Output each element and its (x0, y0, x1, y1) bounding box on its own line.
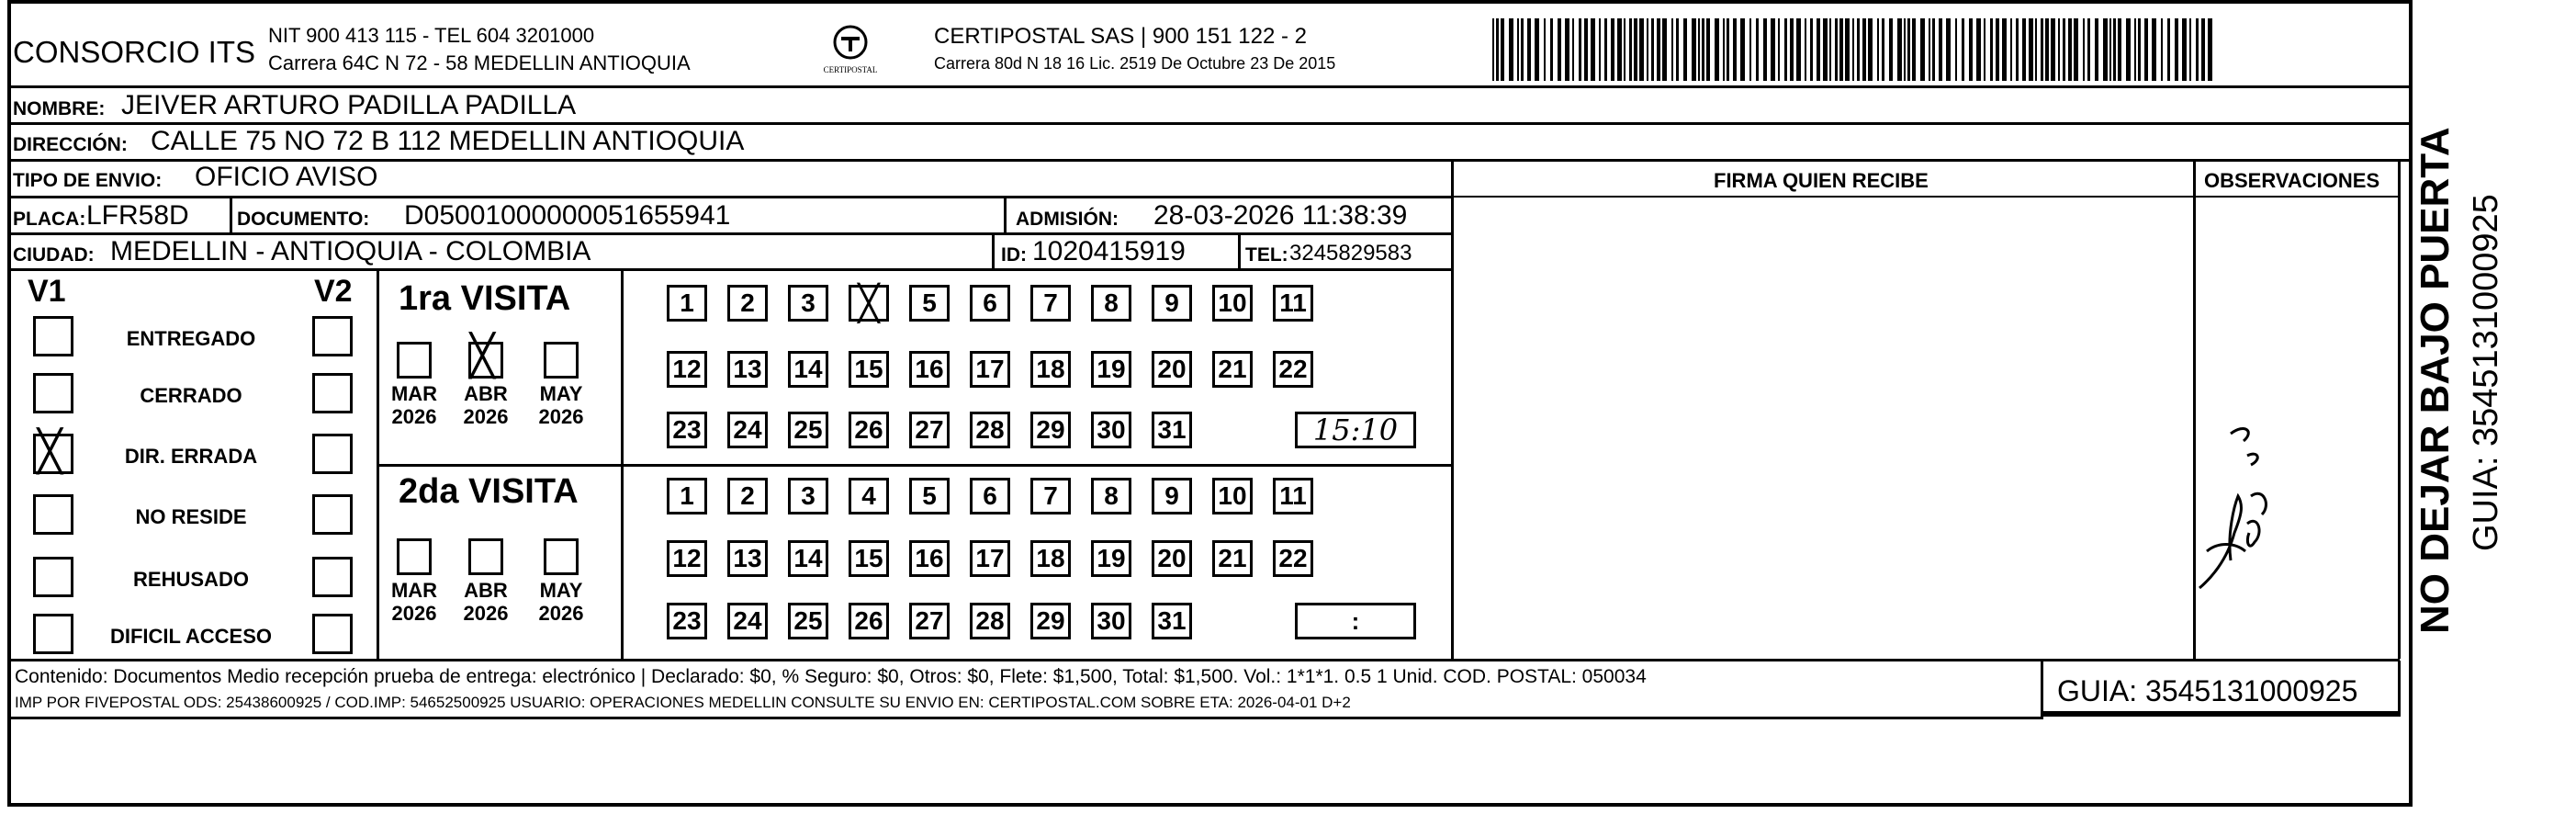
visit2-day-3[interactable]: 3 (788, 478, 828, 514)
plate-value: LFR58D (86, 200, 189, 231)
visit1-day-5[interactable]: 5 (909, 285, 950, 322)
cell-divider (1238, 235, 1241, 268)
status-label-dificil-acceso: DIFICIL ACCESO (109, 625, 272, 648)
row-divider (7, 232, 1454, 235)
signature-column-left (1451, 159, 1454, 659)
visit2-day-15[interactable]: 15 (849, 540, 889, 577)
visit2-day-22[interactable]: 22 (1273, 540, 1313, 577)
status-v1-checkbox-cerrado[interactable] (33, 373, 73, 413)
visit2-day-24[interactable]: 24 (727, 603, 768, 639)
address-value: CALLE 75 NO 72 B 112 MEDELLIN ANTIOQUIA (151, 126, 745, 156)
visit2-day-4[interactable]: 4 (849, 478, 889, 514)
status-label-no-reside: NO RESIDE (135, 505, 247, 528)
status-v2-checkbox-cerrado[interactable] (312, 373, 353, 413)
visit2-day-31[interactable]: 31 (1152, 603, 1192, 639)
document-value: D05001000000051655941 (404, 200, 731, 231)
visit2-day-29[interactable]: 29 (1030, 603, 1071, 639)
visit2-day-2[interactable]: 2 (727, 478, 768, 514)
visit1-day-20[interactable]: 20 (1152, 351, 1192, 388)
visit1-day-3[interactable]: 3 (788, 285, 828, 322)
handwritten-observation (2190, 404, 2310, 616)
id-value: 1020415919 (1032, 236, 1186, 266)
row-divider (7, 122, 2413, 125)
courier-license: Carrera 80d N 18 16 Lic. 2519 De Octubre 23 De 2015 (934, 54, 1336, 73)
visit2-month-checkbox-may[interactable] (544, 538, 579, 575)
document-label: DOCUMENTO: (237, 209, 370, 230)
visit1-day-17[interactable]: 17 (970, 351, 1010, 388)
visit1-day-18[interactable]: 18 (1030, 351, 1071, 388)
visit1-day-14[interactable]: 14 (788, 351, 828, 388)
visit1-day-28[interactable]: 28 (970, 412, 1010, 448)
visit2-month-checkbox-mar[interactable] (397, 538, 432, 575)
tel-label: TEL: (1245, 244, 1288, 266)
observations-column-right (2398, 159, 2401, 659)
status-label-entregado: ENTREGADO (126, 327, 256, 350)
visit2-month-label-may: MAY 2026 (538, 579, 584, 626)
signature-header: FIRMA QUIEN RECIBE (1714, 169, 1929, 192)
row-divider (7, 196, 1454, 198)
observations-header: OBSERVACIONES (2204, 169, 2380, 192)
content-line: Contenido: Documentos Medio recepción prueba de entrega: electrónico | Declarado: $0, % Seguro: $0, Otros: $0, Flete: $1,500, Total: $1,500. Vol.: 1*1*1. 0.5 1 Unid. COD. POSTAL: 050034 (15, 666, 1647, 687)
city-label: CIUDAD: (13, 244, 95, 266)
visit2-day-8[interactable]: 8 (1091, 478, 1131, 514)
address-label: DIRECCIÓN: (13, 134, 128, 155)
logo-text: CERTIPOSTAL (823, 65, 878, 74)
visit1-day-30[interactable]: 30 (1091, 412, 1131, 448)
visit1-day-12[interactable]: 12 (667, 351, 707, 388)
status-v2-checkbox-dificil-acceso[interactable] (312, 614, 353, 654)
cell-divider (992, 235, 995, 268)
status-label-rehusado: REHUSADO (133, 568, 249, 591)
cell-divider (230, 198, 232, 232)
visit2-day-6[interactable]: 6 (970, 478, 1010, 514)
visit2-day-17[interactable]: 17 (970, 540, 1010, 577)
visit2-day-10[interactable]: 10 (1212, 478, 1253, 514)
id-label: ID: (1001, 244, 1027, 266)
visit1-day-9[interactable]: 9 (1152, 285, 1192, 322)
visit2-day-28[interactable]: 28 (970, 603, 1010, 639)
visit2-day-25[interactable]: 25 (788, 603, 828, 639)
certipostal-logo (808, 24, 893, 77)
visit1-month-checkbox-may[interactable] (544, 342, 579, 379)
visit2-day-19[interactable]: 19 (1091, 540, 1131, 577)
status-v2-checkbox-rehusado[interactable] (312, 557, 353, 597)
visit1-day-11[interactable]: 11 (1273, 285, 1313, 322)
header-divider (7, 85, 2413, 88)
visit1-day-6[interactable]: 6 (970, 285, 1010, 322)
visit2-day-23[interactable]: 23 (667, 603, 707, 639)
shipment-type-value: OFICIO AVISO (195, 162, 378, 192)
handwritten-observation-text (2195, 588, 2198, 589)
status-label-cerrado: CERRADO (140, 384, 242, 407)
visit-divider (377, 464, 1453, 467)
name-label: NOMBRE: (13, 98, 106, 119)
status-v2-checkbox-dir-errada[interactable] (312, 434, 353, 474)
side-guia: GUIA: 3545131000925 (2467, 194, 2505, 551)
footer-bottom-divider (2041, 714, 2401, 717)
visit1-day-27[interactable]: 27 (909, 412, 950, 448)
checkbox-x-mark: ╳ (858, 283, 880, 323)
status-v1-checkbox-dificil-acceso[interactable] (33, 614, 73, 654)
side-warning: NO DEJAR BAJO PUERTA (2413, 127, 2458, 634)
visit1-day-19[interactable]: 19 (1091, 351, 1131, 388)
visit1-month-checkbox-mar[interactable] (397, 342, 432, 379)
company-name: CONSORCIO ITS (13, 35, 256, 69)
visit2-day-11[interactable]: 11 (1273, 478, 1313, 514)
visit2-day-21[interactable]: 21 (1212, 540, 1253, 577)
status-v1-checkbox-rehusado[interactable] (33, 557, 73, 597)
visit1-month-label-mar: MAR 2026 (390, 382, 438, 429)
visit1-day-31[interactable]: 31 (1152, 412, 1192, 448)
shipment-type-label: TIPO DE ENVIO: (13, 170, 163, 191)
imp-line: IMP POR FIVEPOSTAL ODS: 25438600925 / COD.IMP: 54652500925 USUARIO: OPERACIONES MEDELLIN CONSULTE SU ENVIO EN: CERTIPOSTAL.COM SOBRE ETA: 2026-04-01 D+2 (15, 694, 1351, 711)
visit1-day-7[interactable]: 7 (1030, 285, 1071, 322)
company-address: Carrera 64C N 72 - 58 MEDELLIN ANTIOQUIA (268, 51, 691, 74)
cell-divider (1004, 198, 1007, 232)
visit2-month-label-abr: ABR 2026 (463, 579, 509, 626)
visit2-day-12[interactable]: 12 (667, 540, 707, 577)
column-header-divider (1454, 196, 2400, 198)
city-value: MEDELLIN - ANTIOQUIA - COLOMBIA (110, 236, 591, 266)
status-v2-checkbox-entregado[interactable] (312, 316, 353, 356)
visit1-day-8[interactable]: 8 (1091, 285, 1131, 322)
status-v2-checkbox-no-reside[interactable] (312, 494, 353, 535)
company-nit: NIT 900 413 115 - TEL 604 3201000 (268, 24, 595, 47)
visit2-day-13[interactable]: 13 (727, 540, 768, 577)
visit1-day-22[interactable]: 22 (1273, 351, 1313, 388)
visit2-day-30[interactable]: 30 (1091, 603, 1131, 639)
visit1-day-1[interactable]: 1 (667, 285, 707, 322)
admission-value: 28-03-2026 11:38:39 (1153, 200, 1408, 231)
barcode (1492, 18, 2222, 81)
plate-label: PLACA: (13, 209, 86, 230)
visit2-day-1[interactable]: 1 (667, 478, 707, 514)
tel-value: 3245829583 (1289, 241, 1412, 266)
visit2-day-20[interactable]: 20 (1152, 540, 1192, 577)
visit2-day-27[interactable]: 27 (909, 603, 950, 639)
visit1-time-box[interactable]: 15:10 (1295, 412, 1416, 448)
status-label-dir-errada: DIR. ERRADA (124, 445, 258, 468)
visit1-day-10[interactable]: 10 (1212, 285, 1253, 322)
status-v1-checkbox-entregado[interactable] (33, 316, 73, 356)
name-value: JEIVER ARTURO PADILLA PADILLA (121, 90, 577, 120)
visit1-day-16[interactable]: 16 (909, 351, 950, 388)
visit1-day-21[interactable]: 21 (1212, 351, 1253, 388)
visit2-day-7[interactable]: 7 (1030, 478, 1071, 514)
guia-footer: GUIA: 3545131000925 (2057, 674, 2358, 707)
visit1-day-15[interactable]: 15 (849, 351, 889, 388)
visit1-day-13[interactable]: 13 (727, 351, 768, 388)
visit1-title: 1ra VISITA (399, 279, 571, 318)
visit1-day-4[interactable] (849, 285, 889, 322)
visit1-day-26[interactable]: 26 (849, 412, 889, 448)
certipostal-logo-icon (832, 24, 869, 61)
row-divider (7, 268, 1454, 271)
admission-label: ADMISIÓN: (1016, 209, 1119, 230)
courier-name: CERTIPOSTAL SAS | 900 151 122 - 2 (934, 24, 1307, 49)
visit2-day-9[interactable]: 9 (1152, 478, 1192, 514)
visit2-month-label-mar: MAR 2026 (390, 579, 438, 626)
checkbox-x-mark: ╳ (470, 333, 495, 379)
visit1-day-29[interactable]: 29 (1030, 412, 1071, 448)
visit2-month-checkbox-abr[interactable] (468, 538, 503, 575)
visit1-day-2[interactable]: 2 (727, 285, 768, 322)
visit2-day-16[interactable]: 16 (909, 540, 950, 577)
footer-bottom-divider (7, 717, 2043, 719)
visit2-day-26[interactable]: 26 (849, 603, 889, 639)
visit1-day-25[interactable]: 25 (788, 412, 828, 448)
visit2-day-18[interactable]: 18 (1030, 540, 1071, 577)
visit1-day-23[interactable]: 23 (667, 412, 707, 448)
visit1-day-24[interactable]: 24 (727, 412, 768, 448)
checkbox-x-mark: ╳ (38, 428, 62, 475)
status-v1-checkbox-no-reside[interactable] (33, 494, 73, 535)
v2-header: V2 (314, 274, 353, 309)
visit1-month-label-may: MAY 2026 (538, 382, 584, 429)
visit2-time-box[interactable]: : (1295, 603, 1416, 639)
visit1-month-label-abr: ABR 2026 (463, 382, 509, 429)
v1-header: V1 (28, 274, 66, 309)
visit2-day-14[interactable]: 14 (788, 540, 828, 577)
visit2-title: 2da VISITA (399, 472, 579, 511)
visit2-day-5[interactable]: 5 (909, 478, 950, 514)
